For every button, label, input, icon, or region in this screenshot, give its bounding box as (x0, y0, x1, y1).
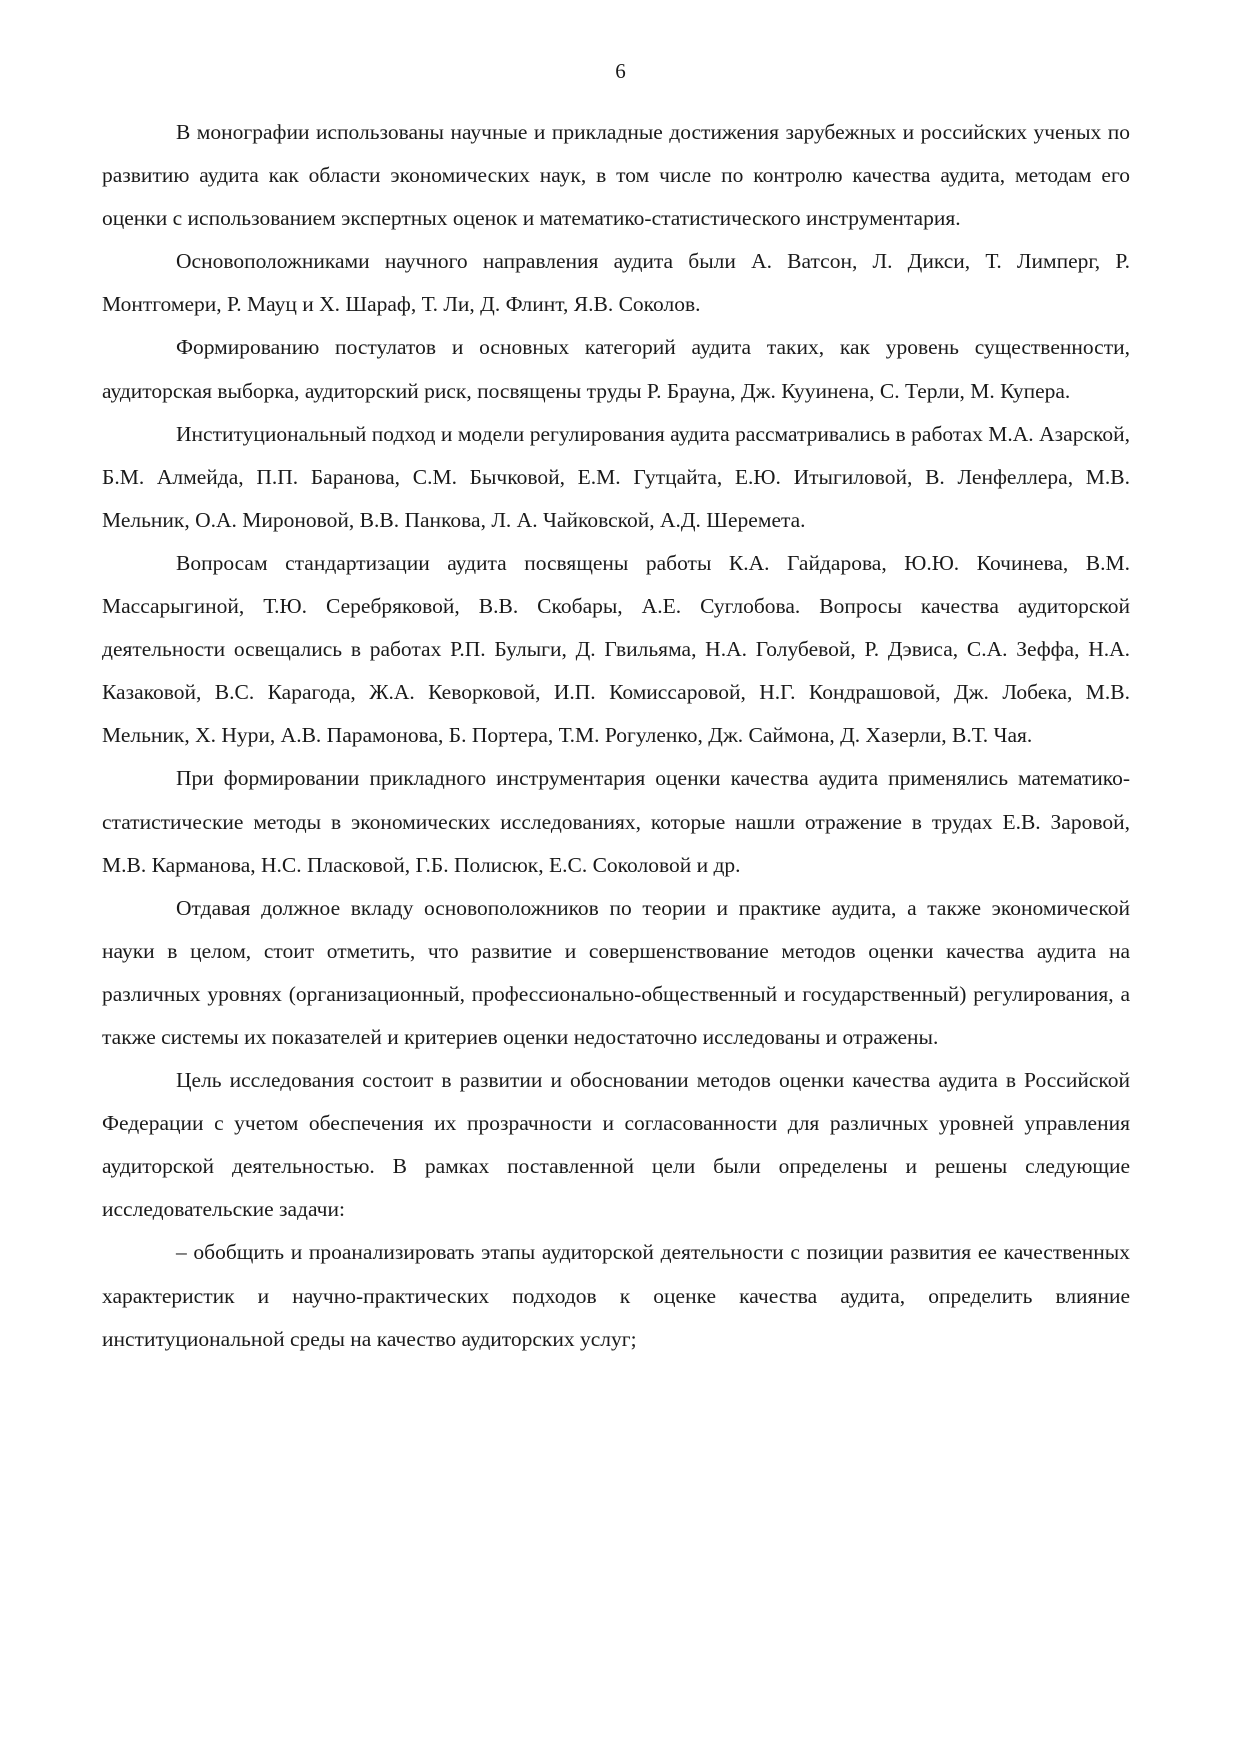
paragraph-sources-overview: В монографии использованы научные и прикладные достижения зарубежных и российских ученых по развитию аудита как области экономических наук, в том числе по контролю качества аудита, методам его оценки с использованием экспертных оценок и математико-статистического инструментария. (102, 120, 1130, 231)
document-body (102, 111, 1130, 1361)
paragraph-statistical-methods: При формировании прикладного инструментария оценки качества аудита применялись математико-статистические методы в экономических исследованиях, которые нашли отражение в трудах Е.В. Заровой, М.В. Карманова, Н.С. Пласковой, Г.Б. Полисюк, Е.С. Соколовой и др. (102, 766, 1130, 877)
paragraph-research-task-1: – обобщить и проанализировать этапы аудиторской деятельности с позиции развития ее качественных характеристик и научно-практических подходов к оценке качества аудита, определить влияние институциональной среды на качество аудиторских услуг; (102, 1240, 1130, 1351)
paragraph-standardization-and-quality: Вопросам стандартизации аудита посвящены работы К.А. Гайдарова, Ю.Ю. Кочинева, В.М. Массарыгиной, Т.Ю. Серебряковой, В.В. Скобары, А.Е. Суглобова. Вопросы качества аудиторской деятельности освещались в работах Р.П. Булыги, Д. Гвильяма, Н.А. Голубевой, Р. Дэвиса, С.А. Зеффа, Н.А. Казаковой, В.С. Карагода, Ж.А. Кеворковой, И.П. Комиссаровой, Н.Г. Кондрашовой, Дж. Лобека, М.В. Мельник, Х. Нури, А.В. Парамонова, Б. Портера, Т.М. Рогуленко, Дж. Саймона, Д. Хазерли, В.Т. Чая. (102, 550, 1130, 748)
page-number: 6 (615, 59, 626, 83)
paragraph-research-gap: Отдавая должное вкладу основоположников по теории и практике аудита, а также экономической науки в целом, стоит отметить, что развитие и совершенствование методов оценки качества аудита на различных уровнях (организационный, профессионально-общественный и государственный) регулирования, а также системы их показателей и критериев оценки недостаточно исследованы и отражены. (102, 895, 1130, 1049)
paragraph-audit-founders: Основоположниками научного направления аудита были А. Ватсон, Л. Дикси, Т. Лимперг, Р. Монтгомери, Р. Мауц и Х. Шараф, Т. Ли, Д. Флинт, Я.В. Соколов. (102, 249, 1130, 317)
paragraph-audit-postulates: Формированию постулатов и основных категорий аудита таких, как уровень существенности, аудиторская выборка, аудиторский риск, посвящены труды Р. Брауна, Дж. Кууинена, С. Терли, М. Купера. (102, 335, 1130, 403)
paragraph-research-goal: Цель исследования состоит в развитии и обосновании методов оценки качества аудита в Российской Федерации с учетом обеспечения их прозрачности и согласованности для различных уровней управления аудиторской деятельностью. В рамках поставленной цели были определены и решены следующие исследовательские задачи: (102, 1068, 1130, 1222)
paragraph-institutional-approach: Институциональный подход и модели регулирования аудита рассматривались в работах М.А. Азарской, Б.М. Алмейда, П.П. Баранова, С.М. Бычковой, Е.М. Гутцайта, Е.Ю. Итыгиловой, В. Ленфеллера, М.В. Мельник, О.А. Мироновой, В.В. Панкова, Л. А. Чайковской, А.Д. Шеремета. (102, 421, 1130, 532)
